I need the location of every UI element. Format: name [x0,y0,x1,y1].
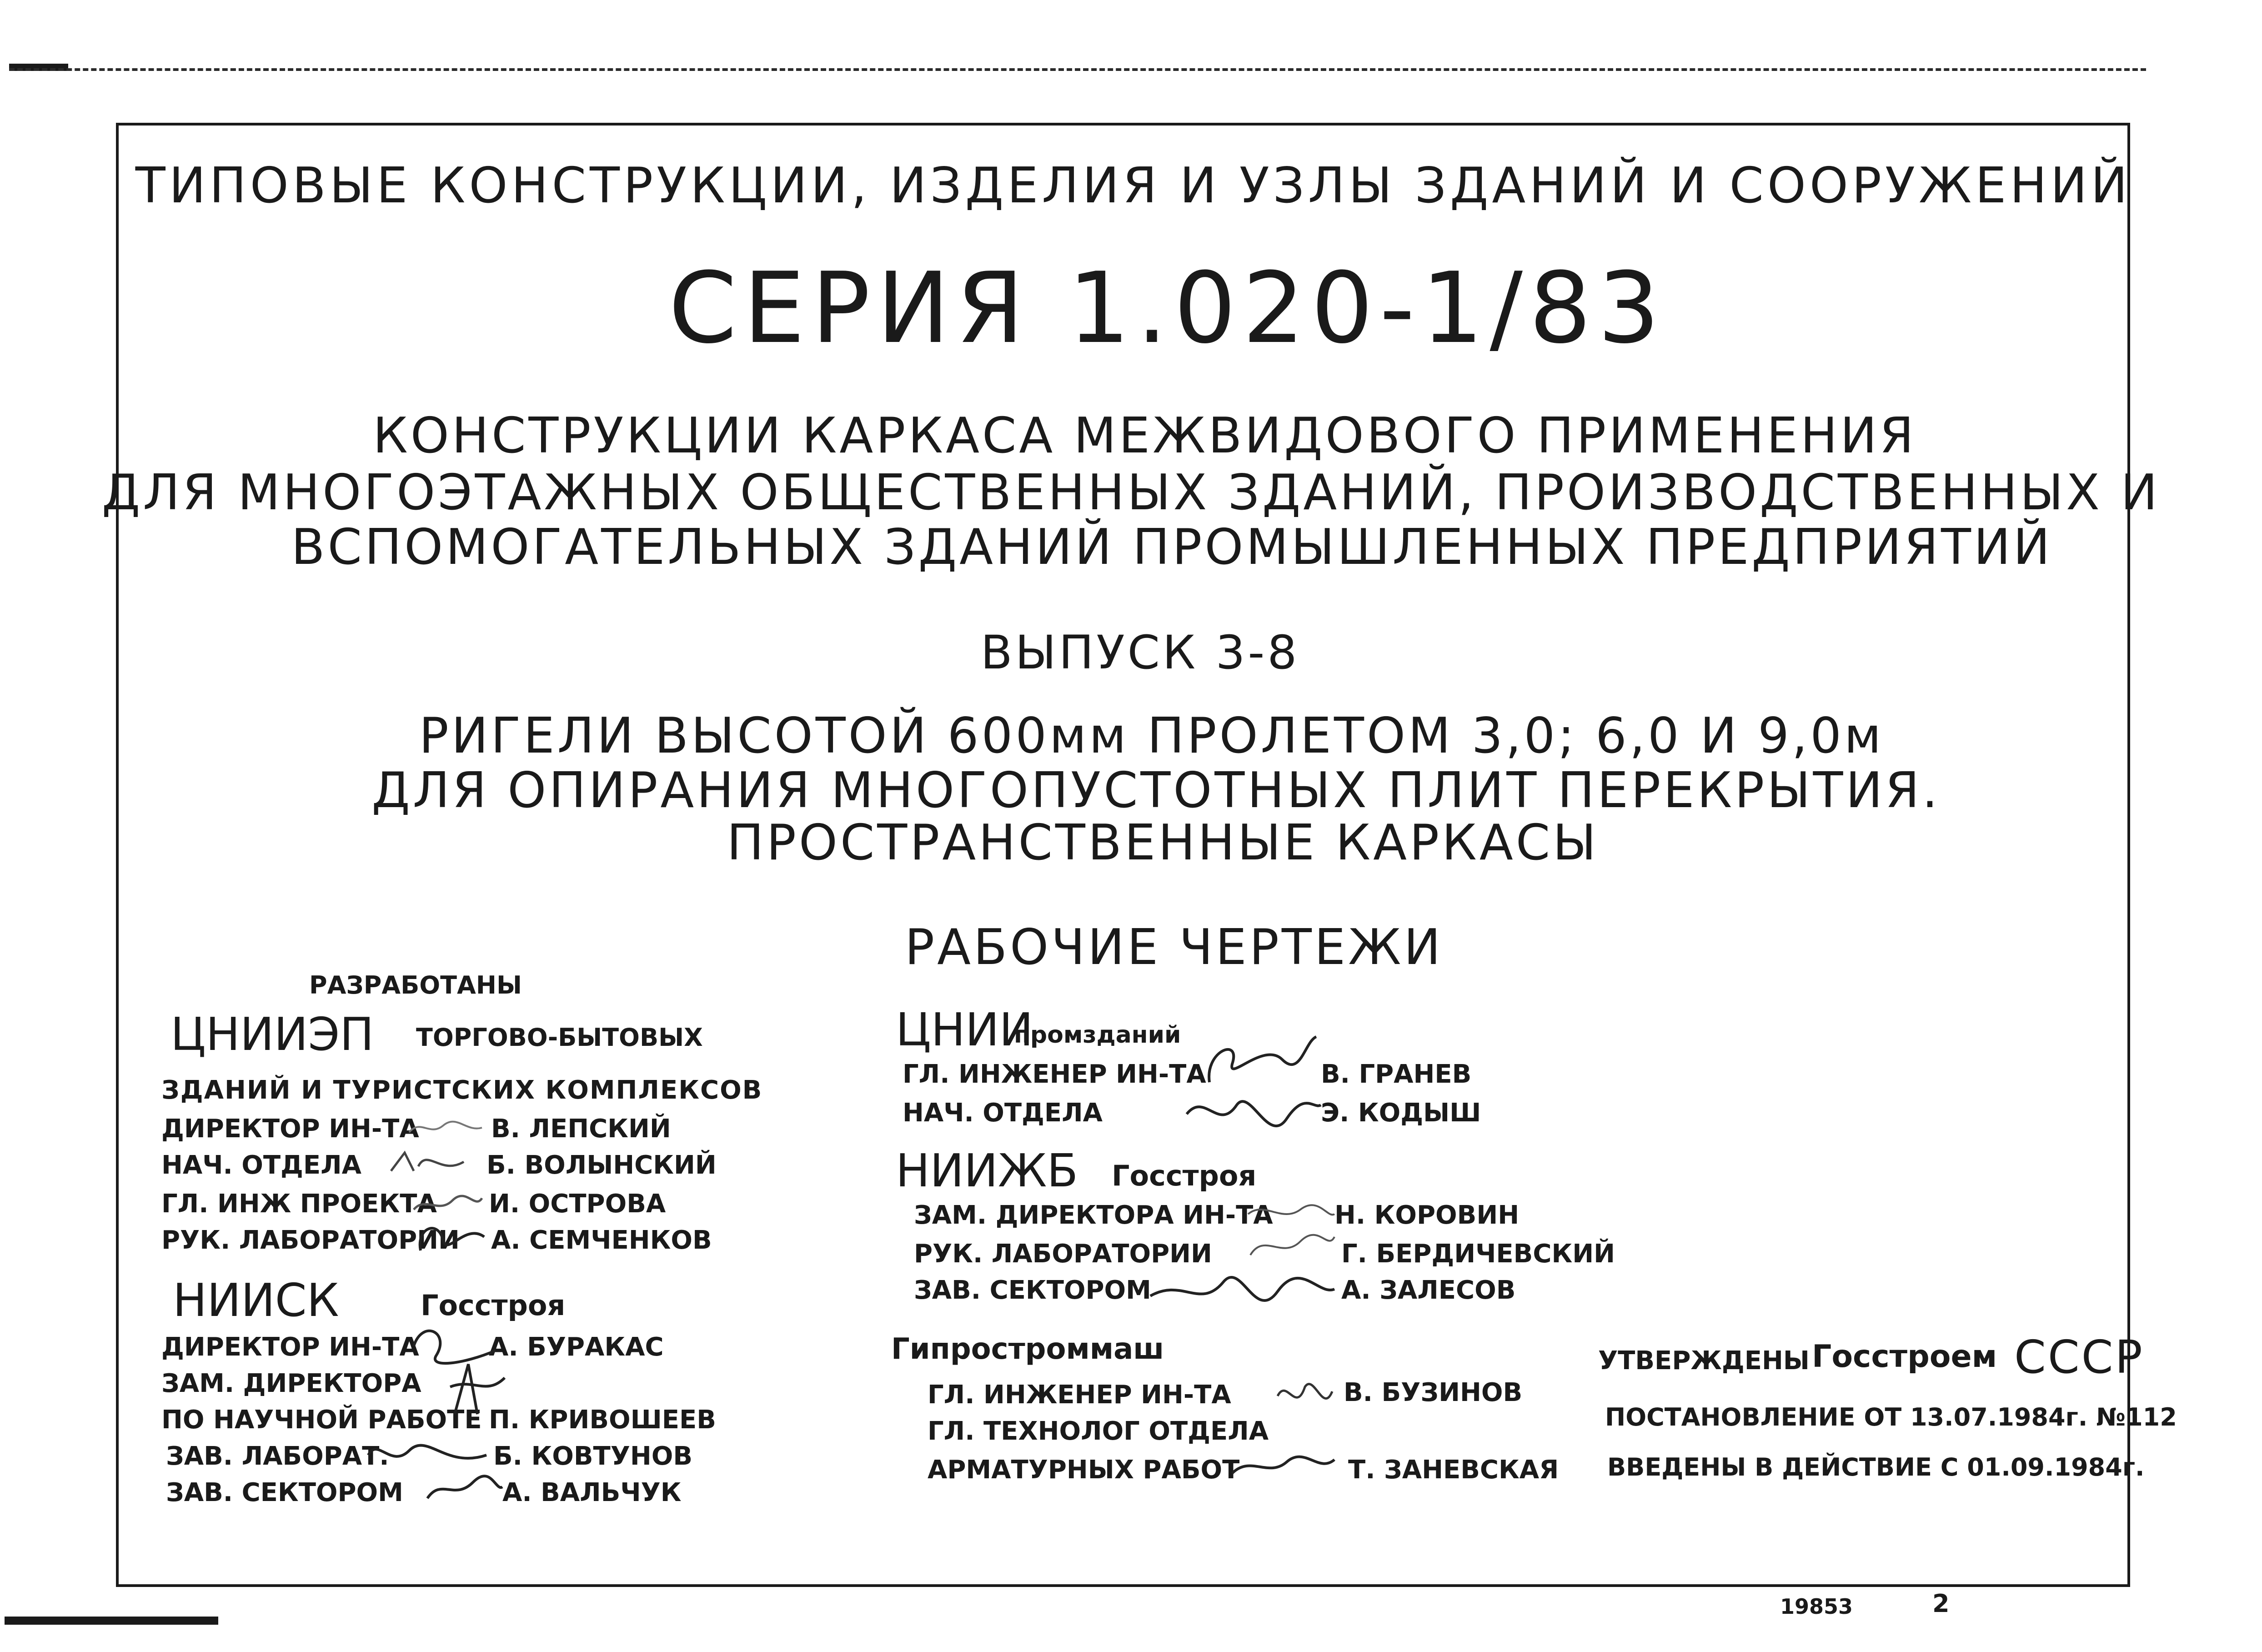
org2-role-2: ЗАМ. ДИРЕКТОРА [161,1369,421,1398]
org1-role-2: НАЧ. ОТДЕЛА [161,1150,362,1180]
org5-role-3: АРМАТУРНЫХ РАБОТ [928,1455,1240,1485]
org1-role-1: ДИРЕКТОР ИН-ТА [161,1114,419,1144]
org1-person-4: А. СЕМЧЕНКОВ [491,1225,712,1255]
drawings-type: РАБОЧИЕ ЧЕРТЕЖИ [905,919,1444,976]
org5-role-2: ГЛ. ТЕХНОЛОГ ОТДЕЛА [928,1416,1269,1446]
org3-person-1: В. ГРАНЕВ [1321,1059,1472,1089]
org4-person-2: Г. БЕРДИЧЕВСКИЙ [1341,1239,1615,1269]
org1-suffix2: ЗДАНИЙ И ТУРИСТСКИХ КОМПЛЕКСОВ [161,1075,763,1105]
org5-name: Гипростроммаш [891,1332,1164,1366]
title-line-1: КОНСТРУКЦИИ КАРКАСА МЕЖВИДОВОГО ПРИМЕНЕНИЯ [373,407,1916,464]
sheet-number: 2 [1932,1589,1950,1618]
signature-lepsky [407,1114,484,1141]
signature-volynsky [386,1144,468,1180]
signature-kovtunov [364,1437,491,1473]
org2-role-1: ДИРЕКТОР ИН-ТА [161,1332,419,1362]
approved-by: Госстроем [1812,1339,1997,1375]
org2-person-3: П. КРИВОШЕЕВ [489,1405,716,1435]
title-line-3: ВСПОМОГАТЕЛЬНЫХ ЗДАНИЙ ПРОМЫШЛЕННЫХ ПРЕДПРИЯТИЙ [291,519,2053,576]
org3-role-1: ГЛ. ИНЖЕНЕР ИН-ТА [903,1059,1206,1089]
org4-role-1: ЗАМ. ДИРЕКТОРА ИН-ТА [914,1200,1273,1230]
org4-name: НИИЖБ [896,1144,1078,1197]
signature-buzinov [1273,1369,1337,1419]
org2-role-4: ЗАВ. ЛАБОРАТ. [166,1441,389,1471]
org3-suffix: промзданий [1014,1021,1181,1049]
org1-suffix: ТОРГОВО-БЫТОВЫХ [416,1023,703,1052]
signature-semchenkov [411,1214,489,1260]
subject-line-1: РИГЕЛИ ВЫСОТОЙ 600мм ПРОЛЕТОМ 3,0; 6,0 И 9,0м [419,708,1884,764]
org2-person-4: Б. КОВТУНОВ [493,1441,693,1471]
signature-kodysh [1178,1082,1323,1150]
org2-role-5: ЗАВ. СЕКТОРОМ [166,1478,403,1507]
org5-person-3: Т. ЗАНЕВСКАЯ [1348,1455,1559,1485]
signature-korovin [1246,1200,1337,1223]
bottom-edge-mark [5,1617,218,1625]
org1-person-2: Б. ВОЛЫНСКИЙ [487,1150,717,1180]
org2-suffix: Госстроя [421,1289,566,1322]
signature-krivosheev [436,1360,509,1419]
series-heading: СЕРИЯ 1.020-1/83 [668,251,1666,365]
org2-person-1: А. БУРАКАС [489,1332,664,1362]
org3-role-2: НАЧ. ОТДЕЛА [903,1098,1103,1128]
org4-role-3: ЗАВ. СЕКТОРОМ [914,1275,1151,1305]
signature-zalesov [1146,1264,1337,1323]
category-heading: ТИПОВЫЕ КОНСТРУКЦИИ, ИЗДЕЛИЯ И УЗЛЫ ЗДАНИЙ И СООРУЖЕНИЙ [135,157,2132,214]
subject-line-3: ПРОСТРАНСТВЕННЫЕ КАРКАСЫ [727,814,1599,871]
signature-valchuk [423,1473,505,1505]
org5-person-1: В. БУЗИНОВ [1344,1378,1523,1407]
org2-name: НИИСК [173,1274,339,1327]
org1-role-4: РУК. ЛАБОРАТОРИИ [161,1225,460,1255]
org1-name: ЦНИИЭП [171,1008,374,1061]
approved-prefix: УТВЕРЖДЕНЫ [1598,1346,1810,1376]
org1-person-3: И. ОСТРОВА [489,1189,666,1219]
org4-person-3: А. ЗАЛЕСОВ [1341,1275,1516,1305]
org4-suffix: Госстроя [1112,1159,1257,1192]
signature-zanevskaya [1228,1451,1337,1482]
issue-number: ВЫПУСК 3-8 [980,626,1300,680]
title-line-2: ДЛЯ МНОГОЭТАЖНЫХ ОБЩЕСТВЕННЫХ ЗДАНИЙ, ПРОИЗВОДСТВЕННЫХ И [101,464,2161,521]
approval-decree: ПОСТАНОВЛЕНИЕ ОТ 13.07.1984г. №112 [1605,1403,2177,1431]
org2-person-5: А. ВАЛЬЧУК [502,1478,682,1507]
org4-role-2: РУК. ЛАБОРАТОРИИ [914,1239,1212,1269]
approval-effective: ВВЕДЕНЫ В ДЕЙСТВИЕ С 01.09.1984г. [1607,1453,2145,1481]
signature-berdichevsky [1246,1228,1337,1264]
subject-line-2: ДЛЯ ОПИРАНИЯ МНОГОПУСТОТНЫХ ПЛИТ ПЕРЕКРЫТИЯ. [371,762,1941,819]
org4-person-1: Н. КОРОВИН [1334,1200,1520,1230]
developed-label: РАЗРАБОТАНЫ [309,971,522,999]
org3-person-2: Э. КОДЫШ [1321,1098,1481,1128]
org3-name: ЦНИИ [896,1003,1033,1056]
doc-number: 19853 [1780,1594,1853,1619]
org1-person-1: В. ЛЕПСКИЙ [491,1114,671,1144]
top-dashed-rule [9,68,2146,71]
org5-role-1: ГЛ. ИНЖЕНЕР ИН-ТА [928,1380,1231,1410]
approved-country: СССР [2014,1331,2144,1384]
org2-role-3: ПО НАУЧНОЙ РАБОТЕ [161,1405,482,1435]
org1-role-3: ГЛ. ИНЖ ПРОЕКТА [161,1189,437,1219]
